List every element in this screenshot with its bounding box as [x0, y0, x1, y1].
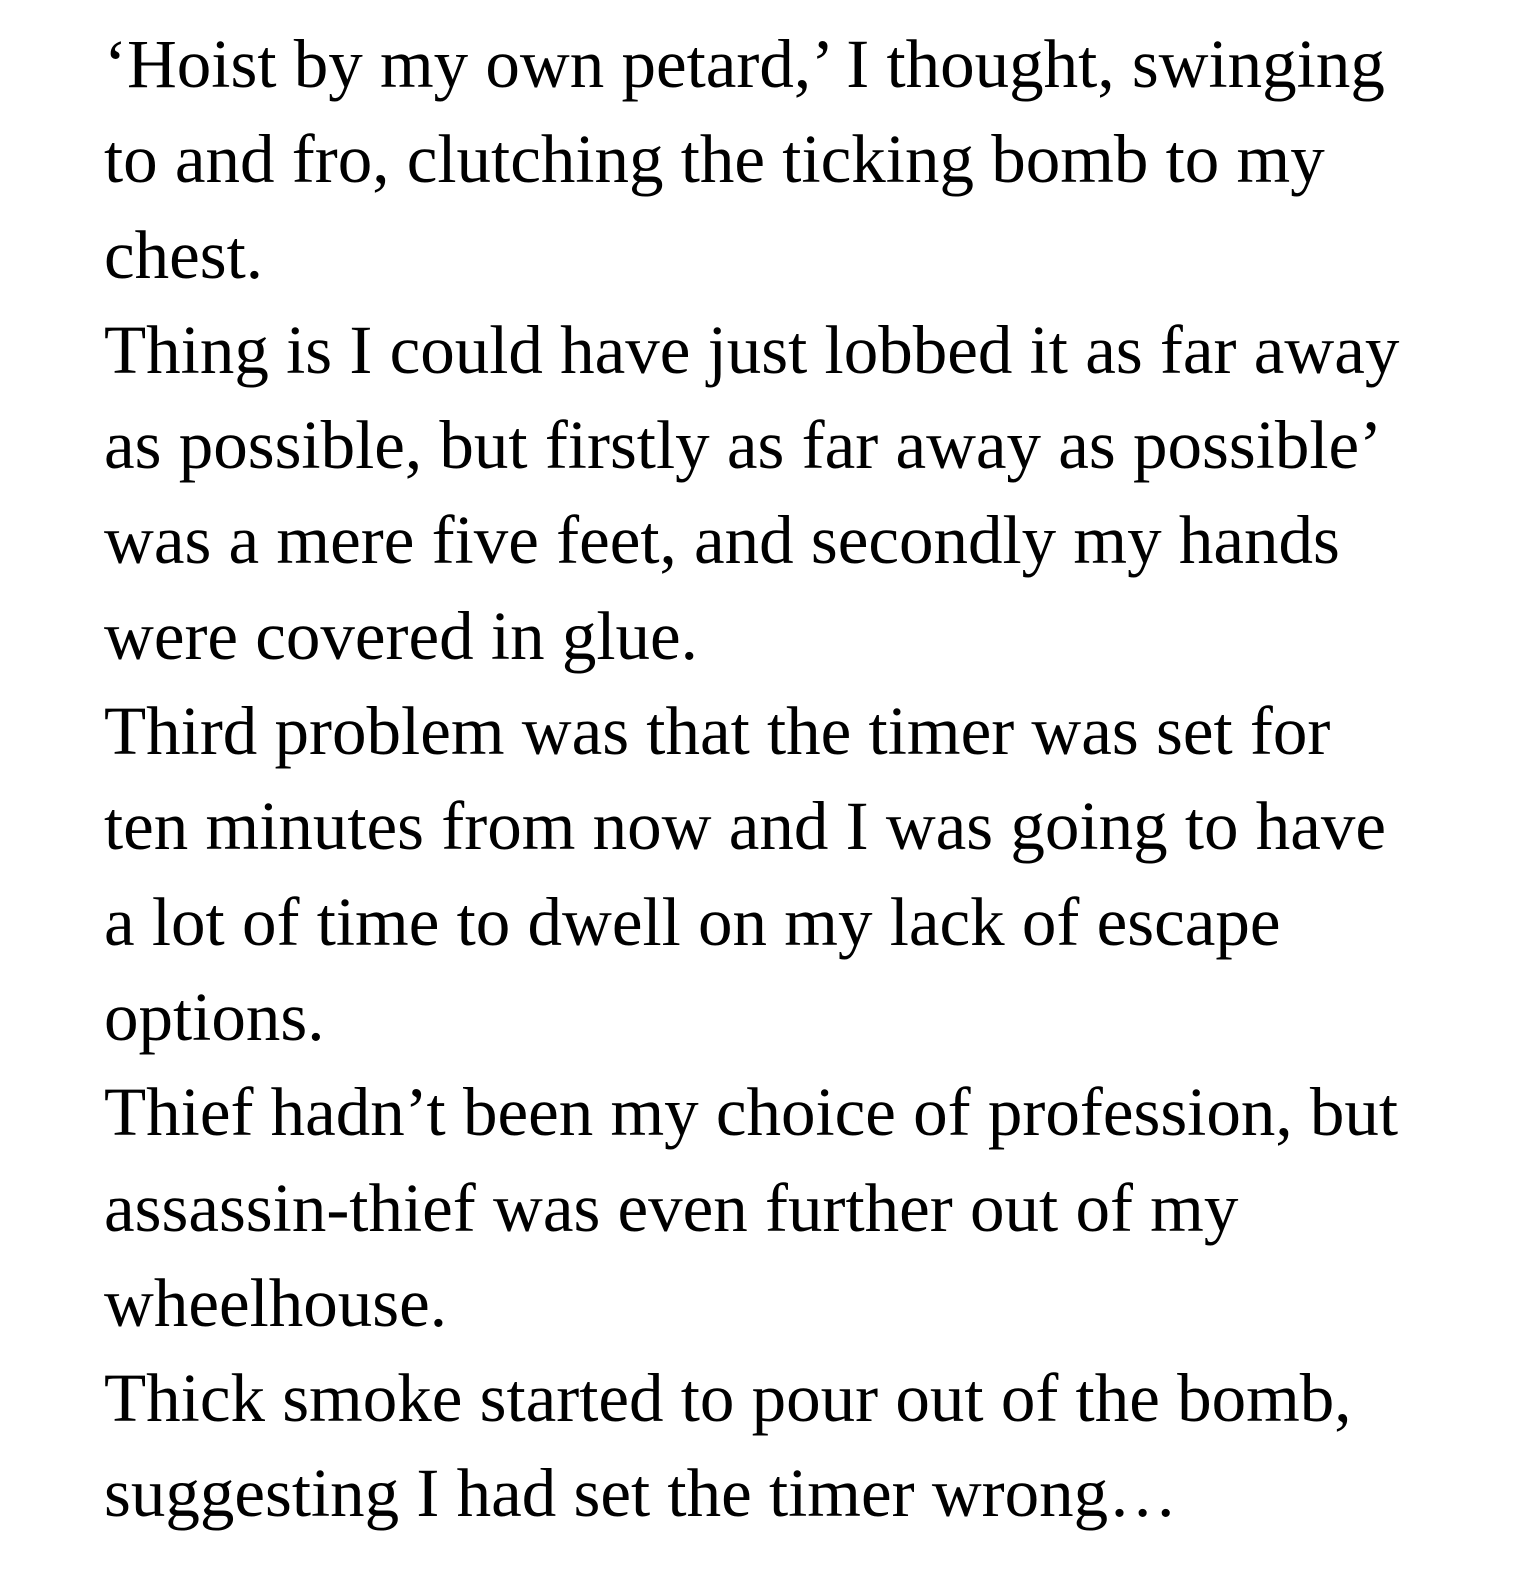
paragraph-3: [104, 684, 1509, 1065]
paragraph-1: [104, 17, 1509, 303]
text-line: wheelhouse.: [104, 1264, 447, 1341]
text-line: chest.: [104, 216, 264, 293]
text-line: suggesting I had set the timer wrong…: [104, 1455, 1178, 1532]
paragraph-5: [104, 1351, 1509, 1542]
text-line: options.: [104, 978, 325, 1055]
text-line: ten minutes from now and I was going to have: [104, 788, 1386, 865]
text-line: were covered in glue.: [104, 597, 698, 674]
text-line: to and fro, clutching the ticking bomb to my: [104, 121, 1325, 198]
text-line: ‘Hoist by my own petard,’ I thought, swinging: [104, 26, 1385, 102]
text-line: as possible, but firstly as far away as possible’: [104, 407, 1383, 484]
text-line: Thief hadn’t been my choice of profession, but: [104, 1074, 1399, 1151]
text-line: assassin-thief was even further out of my: [104, 1169, 1239, 1246]
paragraph-4: [104, 1065, 1509, 1351]
text-line: Third problem was that the timer was set for: [104, 693, 1331, 770]
text-line: was a mere five feet, and secondly my hands: [104, 502, 1340, 579]
text-line: Thick smoke started to pour out of the bomb,: [104, 1360, 1352, 1437]
story-text: [104, 17, 1509, 1542]
text-line: a lot of time to dwell on my lack of escape: [104, 883, 1281, 960]
text-line: Thing is I could have just lobbed it as far away: [104, 311, 1400, 388]
paragraph-2: [104, 303, 1509, 684]
